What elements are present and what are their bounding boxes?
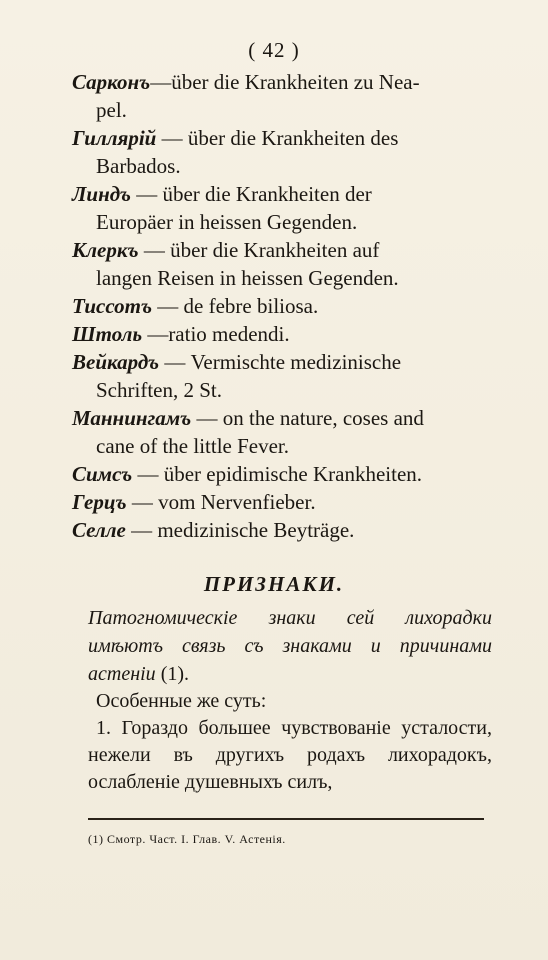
- entry-title: über die Krankheiten auf: [170, 238, 380, 262]
- bibliography-entry: [72, 320, 492, 348]
- bibliography-entry: [72, 488, 492, 516]
- page-number: ( 42 ): [248, 38, 300, 62]
- entry-title: medizinische Beyträge.: [157, 518, 355, 542]
- footnote: (1) Смотр. Част. I. Глав. V. Астенiя.: [88, 832, 286, 846]
- bibliography-entry: [72, 68, 492, 124]
- entry-author: Гиллярiй: [72, 126, 157, 150]
- numbered-item: 1. Гораздо большее чувствованiе усталости, нежели въ другихъ родахъ лихорадокъ, ослабленiе душевныхъ силъ,: [88, 717, 492, 793]
- entry-title: vom Nervenfieber.: [158, 490, 316, 514]
- italic-paragraph-text: Патогномическiе знаки сей лихорадки имѣютъ связь съ знаками и причинами астенiи: [88, 607, 492, 685]
- bibliography-entry: [72, 516, 492, 544]
- entry-separator: —: [156, 126, 188, 150]
- entry-title: über die Krankheiten der: [162, 182, 372, 206]
- entry-title: über epidimische Krankheiten.: [163, 462, 423, 486]
- entry-author: Тиссотъ: [72, 294, 153, 318]
- bibliography-entry: [72, 124, 492, 180]
- entry-author: Сарконъ: [72, 70, 151, 94]
- footnote-reference: (1).: [155, 663, 190, 685]
- entry-author: Вейкардъ: [72, 350, 160, 374]
- italic-paragraph: [88, 604, 492, 688]
- entry-separator: —: [126, 490, 159, 514]
- entry-separator: —: [132, 462, 164, 486]
- entry-continuation: Schriften, 2 St.: [96, 378, 222, 402]
- entry-title: de febre biliosa.: [183, 294, 319, 318]
- entry-author: Симсъ: [72, 462, 133, 486]
- entry-author: Клеркъ: [72, 238, 139, 262]
- entry-separator: —: [130, 182, 163, 206]
- bibliography-entry: [72, 236, 492, 292]
- entry-title: ratio medendi.: [168, 322, 290, 346]
- entry-continuation: cane of the little Fever.: [96, 434, 290, 458]
- entry-continuation: langen Reisen in heissen Gegenden.: [96, 266, 399, 290]
- entry-title: über die Krankheiten zu Nea-: [171, 70, 420, 94]
- intro-line: Особенные же суть:: [96, 690, 267, 712]
- body-text: [88, 604, 492, 796]
- entry-author: Селле: [72, 518, 126, 542]
- entry-separator: —: [159, 350, 191, 374]
- bibliography-entry: [72, 348, 492, 404]
- section-heading: ПРИЗНАКИ.: [203, 572, 345, 596]
- entry-separator: —: [142, 322, 169, 346]
- entry-author: Линдъ: [72, 182, 131, 206]
- entry-separator: —: [138, 238, 171, 262]
- footnote-divider: [88, 818, 484, 820]
- entry-separator: —: [152, 294, 184, 318]
- entry-separator: —: [125, 518, 158, 542]
- entry-continuation: Barbados.: [96, 154, 181, 178]
- bibliography-entry: [72, 460, 492, 488]
- entry-separator: —: [191, 406, 223, 430]
- entry-title: über die Krankheiten des: [187, 126, 399, 150]
- entry-author: Штоль: [72, 322, 143, 346]
- bibliography-entry: [72, 404, 492, 460]
- entry-continuation: Europäer in heissen Gegenden.: [96, 210, 358, 234]
- entry-title: on the nature, coses and: [222, 406, 424, 430]
- entry-author: Маннингамъ: [72, 406, 192, 430]
- bibliography-list: [72, 68, 492, 544]
- entry-title: Vermischte medizinische: [190, 350, 402, 374]
- entry-continuation: pel.: [96, 98, 127, 122]
- entry-separator: —: [150, 70, 172, 94]
- entry-author: Герцъ: [72, 490, 127, 514]
- bibliography-entry: [72, 180, 492, 236]
- bibliography-entry: [72, 292, 492, 320]
